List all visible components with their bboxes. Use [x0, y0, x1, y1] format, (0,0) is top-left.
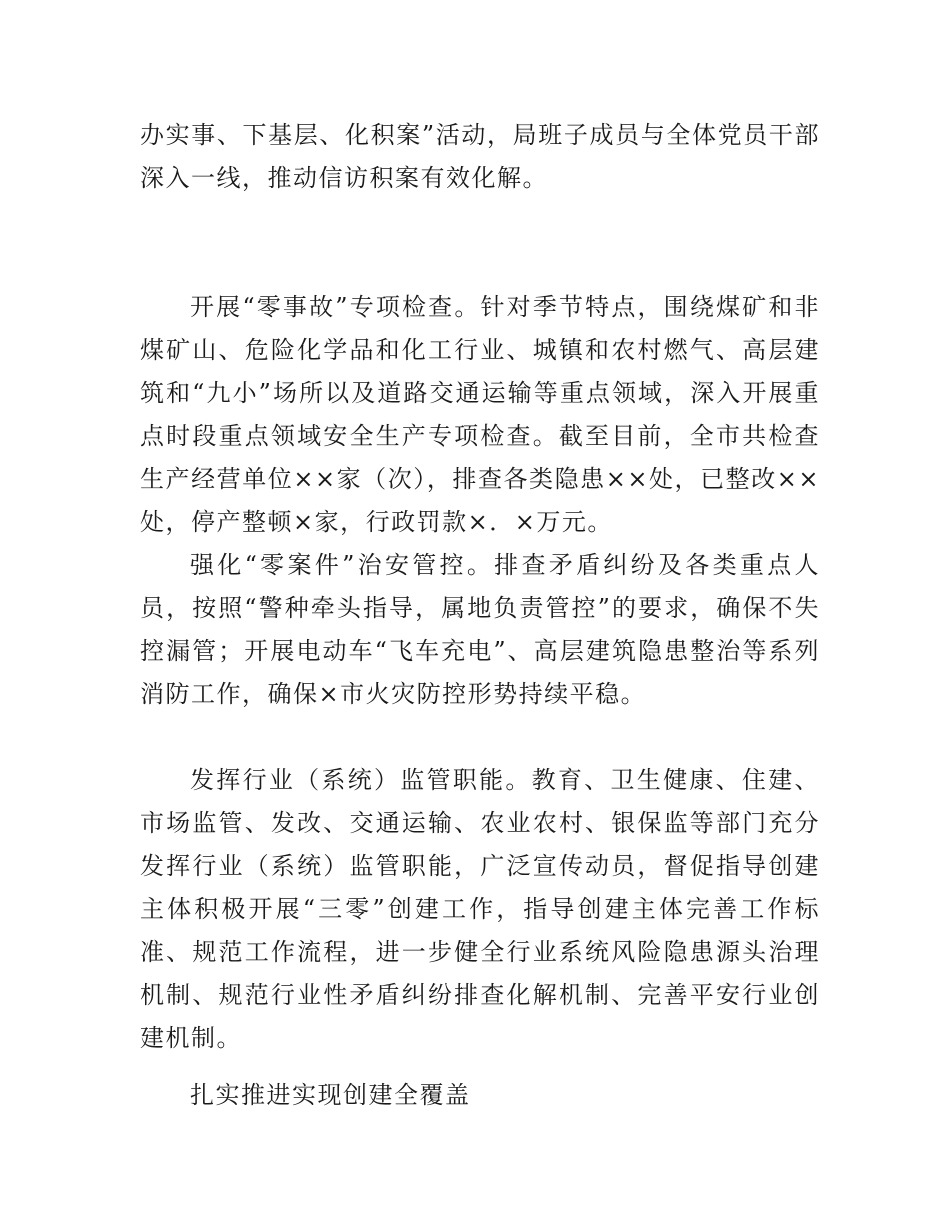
section-heading: 扎实推进实现创建全覆盖	[190, 1081, 471, 1109]
paragraph-industry-supervision: 发挥行业（系统）监管职能。教育、卫生健康、住建、市场监管、发改、交通运输、农业农村、银保监等部门充分发挥行业（系统）监管职能，广泛宣传动员，督促指导创建主体积极开展“三零”创建工作，指导创建主体完善工作标准、规范工作流程，进一步健全行业系统风险隐患源头治理机制、规范行业性矛盾纠纷排查化解机制、完善平安行业创建机制。	[140, 766, 820, 1052]
paragraph-zero-accident-inspection: 开展“零事故”专项检查。针对季节特点，围绕煤矿和非煤矿山、危险化学品和化工行业、城镇和农村燃气、高层建筑和“九小”场所以及道路交通运输等重点领域，深入开展重点时段重点领域安全生产专项检查。截至目前，全市共检查生产经营单位××家（次），排查各类隐患××处，已整改××处，停产整顿×家，行政罚款×．×万元。	[140, 293, 820, 536]
paragraph-continuation: 办实事、下基层、化积案”活动，局班子成员与全体党员干部深入一线，推动信访积案有效化解。	[140, 121, 820, 192]
paragraph-zero-case-security: 强化“零案件”治安管控。排查矛盾纠纷及各类重点人员，按照“警种牵头指导，属地负责管控”的要求，确保不失控漏管；开展电动车“飞车充电”、高层建筑隐患整治等系列消防工作，确保×市火灾防控形势持续平稳。	[140, 551, 820, 708]
